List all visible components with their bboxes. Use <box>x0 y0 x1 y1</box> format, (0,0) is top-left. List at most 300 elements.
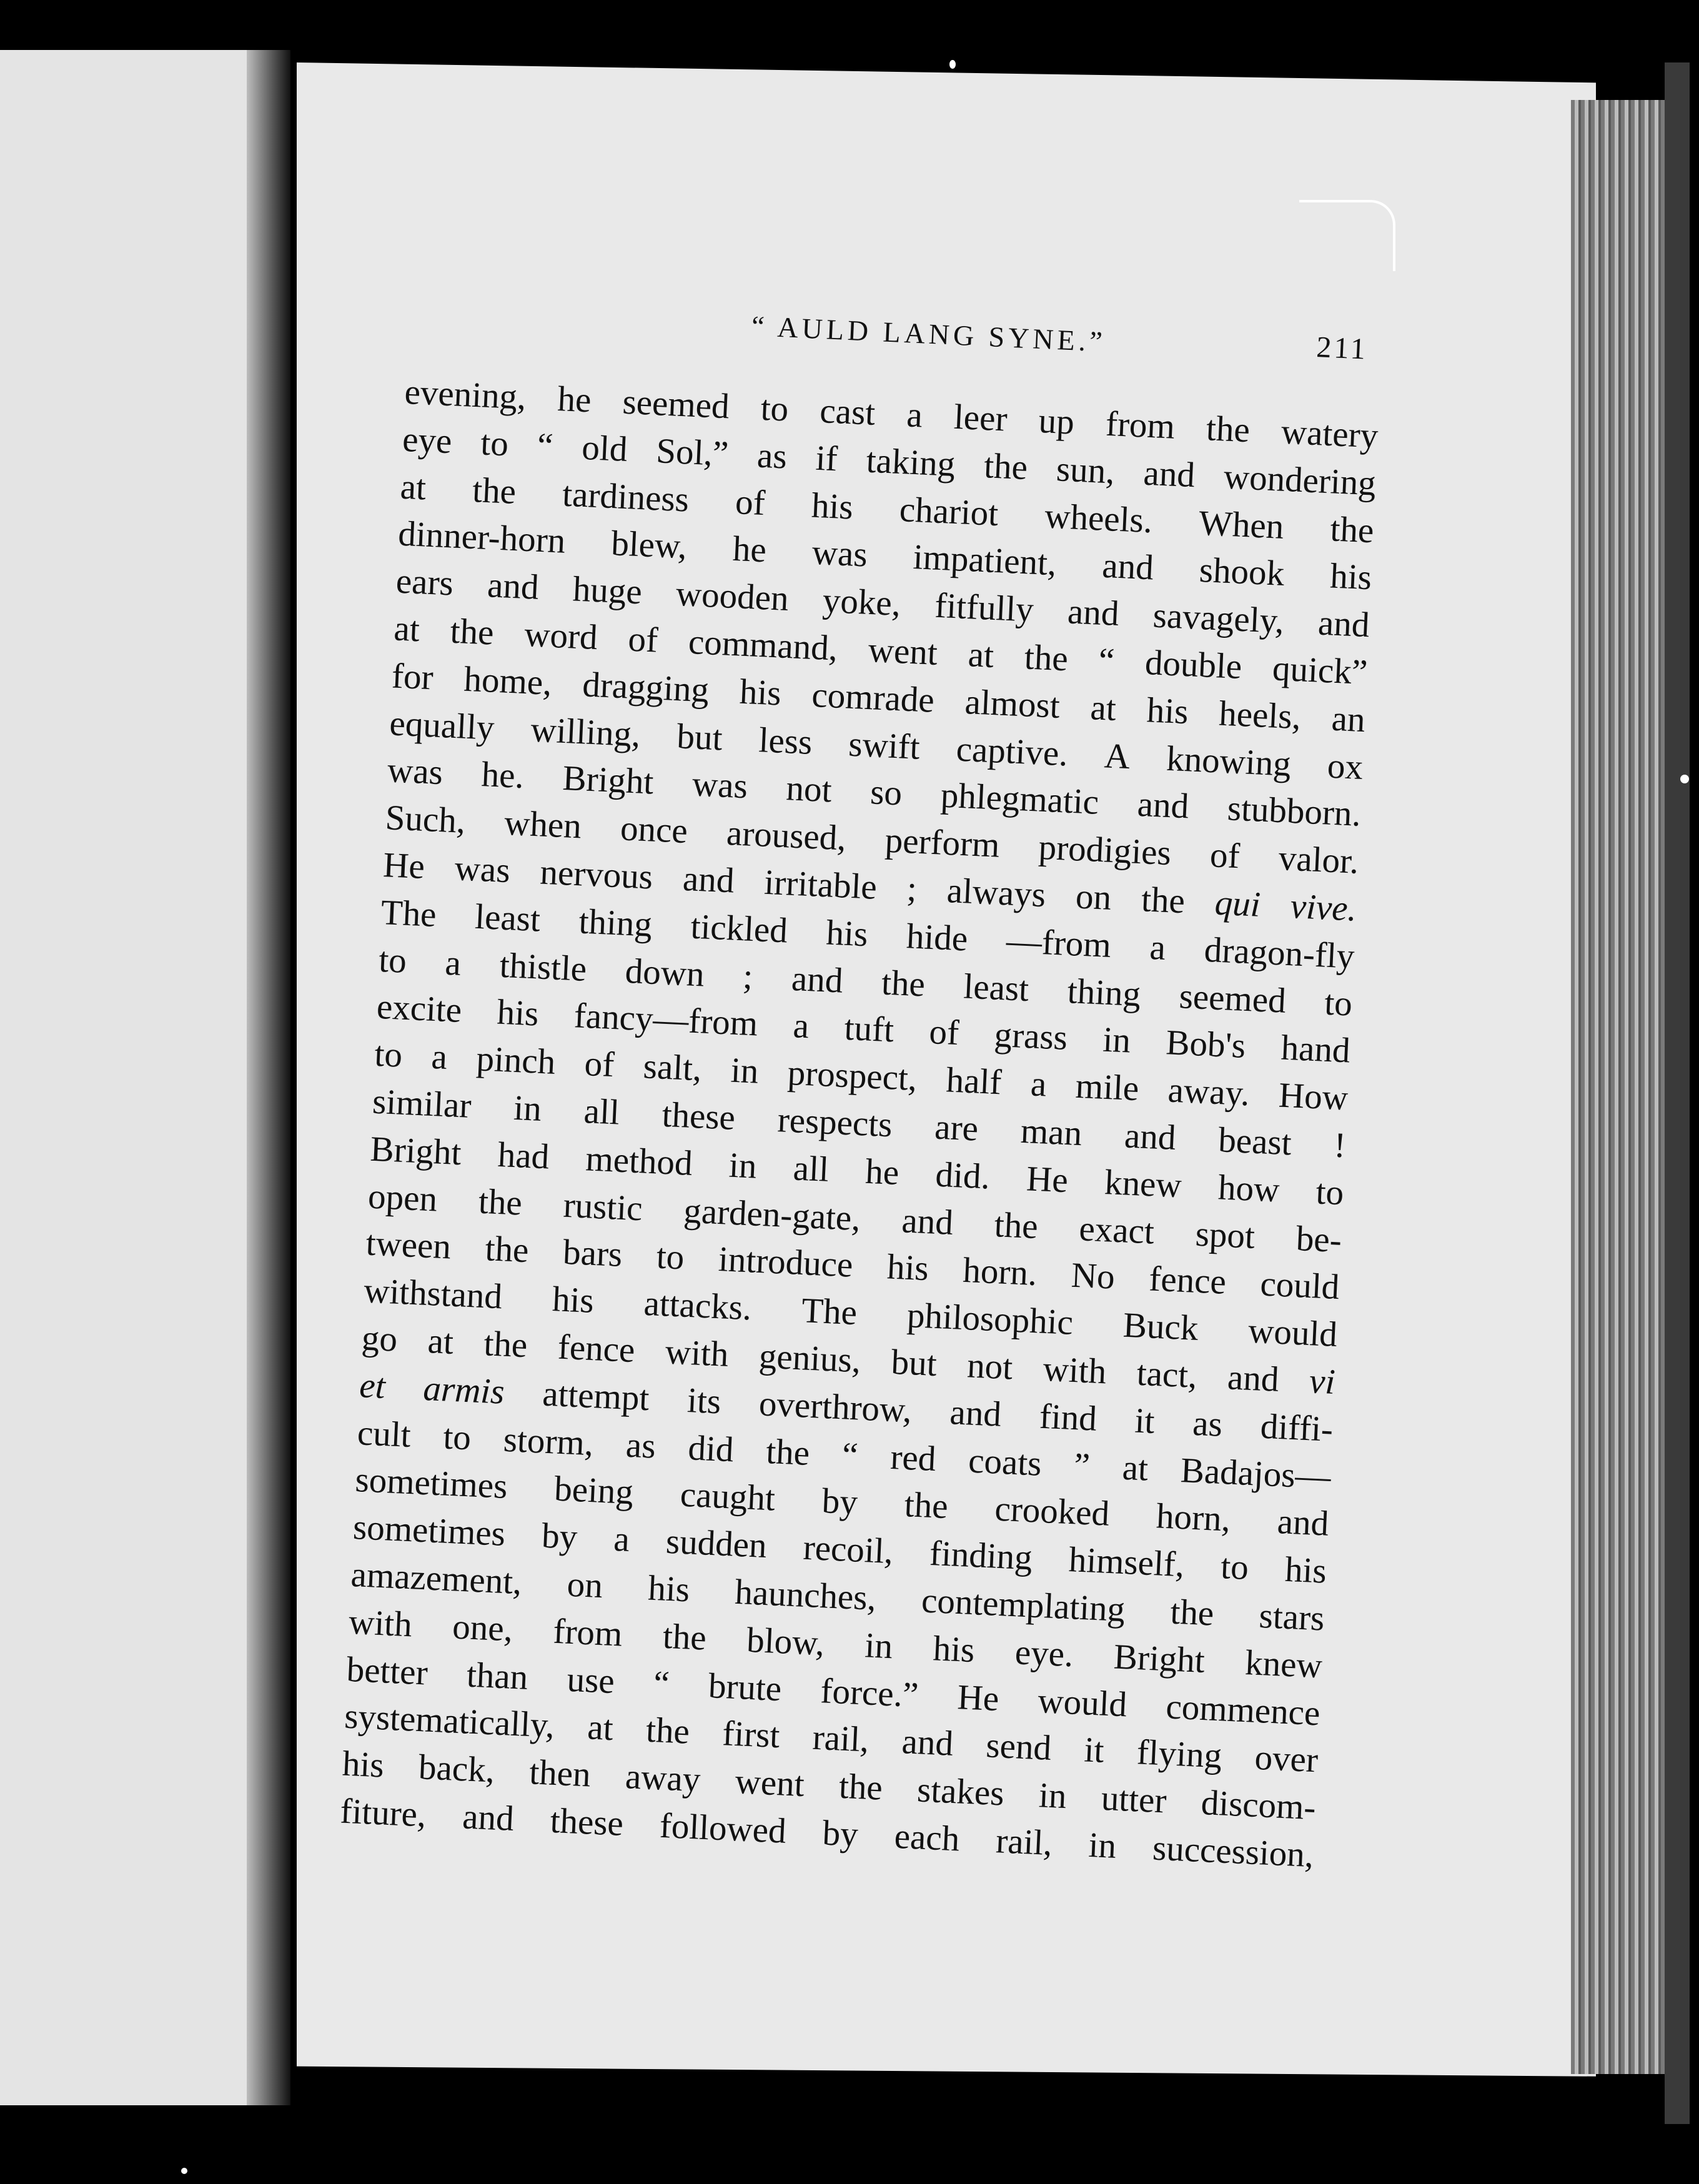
word: salt, <box>642 1046 703 1089</box>
word: caught <box>679 1475 776 1519</box>
word: at <box>1121 1447 1149 1489</box>
word: was <box>811 533 869 575</box>
word: brute <box>707 1665 783 1709</box>
word: home, <box>463 659 553 703</box>
word: he. <box>480 755 525 797</box>
word: Bright <box>369 1129 462 1173</box>
word: perform <box>884 820 1001 865</box>
word: his <box>551 1279 595 1321</box>
word: “ <box>1097 640 1116 681</box>
word: went <box>867 630 939 673</box>
word: find <box>1038 1396 1098 1439</box>
word: comrade <box>811 675 936 720</box>
word: mile <box>1074 1066 1140 1109</box>
word: sun, <box>1055 449 1116 492</box>
word: the <box>1140 880 1186 921</box>
word: rustic <box>562 1185 643 1228</box>
word: commence <box>1165 1686 1321 1733</box>
word: knew <box>1103 1162 1183 1206</box>
word: first <box>721 1714 781 1756</box>
word: a <box>792 1006 810 1046</box>
word: was <box>386 750 444 793</box>
word: by <box>821 1813 859 1855</box>
word: to <box>442 1416 472 1457</box>
word: taking <box>865 440 956 484</box>
word: blow, <box>746 1620 826 1664</box>
word: followed <box>658 1805 787 1851</box>
word: dinner-horn <box>397 514 567 562</box>
word: impatient, <box>912 537 1058 583</box>
word: sudden <box>665 1521 768 1566</box>
word: swift <box>848 724 921 767</box>
page-number: 211 <box>1315 330 1369 366</box>
word: the <box>484 1229 530 1271</box>
word: his <box>886 1247 930 1289</box>
word: fiture, <box>339 1791 427 1835</box>
body-text <box>339 369 1379 1879</box>
word: a <box>1029 1064 1048 1104</box>
word: fence <box>557 1327 636 1371</box>
word: and <box>1136 785 1190 826</box>
word: diffi- <box>1259 1406 1334 1449</box>
word: similar <box>371 1081 472 1126</box>
word: but <box>890 1342 938 1384</box>
word: it <box>1134 1401 1156 1441</box>
word: his <box>341 1744 385 1785</box>
word: He <box>956 1677 1000 1719</box>
word: in <box>1087 1825 1117 1866</box>
word: from <box>552 1611 623 1654</box>
word: at <box>587 1707 615 1749</box>
word: “ <box>841 1434 859 1476</box>
word: to <box>760 388 790 429</box>
word: to <box>480 423 510 464</box>
word: vi <box>1308 1361 1336 1402</box>
word: he <box>557 379 592 420</box>
word: sometimes <box>352 1507 507 1554</box>
word: prodigies <box>1038 827 1172 873</box>
word: then <box>528 1752 592 1795</box>
word: his <box>647 1568 691 1610</box>
word: wooden <box>675 574 790 619</box>
word: thing <box>578 901 653 945</box>
word: than <box>465 1655 529 1697</box>
word: with <box>348 1602 414 1645</box>
word: ox <box>1326 746 1364 787</box>
word: quick” <box>1271 648 1369 693</box>
word: would <box>1247 1311 1339 1355</box>
word: ! <box>1333 1125 1347 1166</box>
word: go <box>360 1318 399 1359</box>
word: discom- <box>1200 1783 1317 1828</box>
word: less <box>758 720 813 762</box>
left-page <box>0 50 284 2105</box>
word: grass <box>993 1015 1069 1058</box>
word: was <box>691 764 749 807</box>
word: pinch <box>475 1039 557 1083</box>
word: amazement, <box>350 1554 523 1602</box>
word: utter <box>1100 1778 1167 1821</box>
word: all <box>792 1148 830 1189</box>
word: cast <box>819 391 876 434</box>
word: command, <box>687 622 839 668</box>
word: could <box>1259 1264 1340 1308</box>
word: better <box>345 1649 429 1693</box>
word: in <box>728 1145 758 1186</box>
word: eye <box>401 419 453 462</box>
word: genius, <box>758 1336 862 1381</box>
word: are <box>934 1107 979 1149</box>
word: blew, <box>610 524 688 567</box>
word: and <box>1226 1358 1280 1399</box>
word: the <box>903 1485 949 1527</box>
word: be- <box>1295 1218 1343 1260</box>
word: a <box>906 395 924 435</box>
word: method <box>585 1139 693 1183</box>
word: away <box>624 1757 701 1800</box>
word: all <box>583 1091 621 1133</box>
word: how <box>1217 1168 1280 1210</box>
word: force.” <box>820 1670 919 1715</box>
word: with <box>664 1332 730 1374</box>
word: fence <box>1148 1259 1227 1303</box>
word: huge <box>572 569 643 612</box>
word: and <box>1066 592 1120 634</box>
word: withstand <box>363 1271 503 1317</box>
word: yoke, <box>821 580 902 624</box>
word: not <box>785 768 833 810</box>
book-gutter <box>247 50 290 2105</box>
word: red <box>889 1437 937 1479</box>
word: from <box>1104 404 1176 447</box>
word: ears <box>395 561 455 603</box>
word: the <box>472 470 517 512</box>
word: flying <box>1136 1732 1223 1776</box>
word: being <box>553 1469 635 1512</box>
word: the <box>765 1431 811 1473</box>
word: fancy—from <box>573 996 759 1044</box>
word: watery <box>1280 412 1379 456</box>
word: crooked <box>994 1489 1111 1534</box>
word: with <box>1042 1349 1107 1392</box>
word: and <box>681 858 735 901</box>
word: spot <box>1194 1214 1256 1256</box>
word: overthrow, <box>758 1384 913 1431</box>
word: went <box>734 1762 806 1805</box>
word: of <box>583 1044 615 1085</box>
word: stars <box>1258 1596 1325 1639</box>
word: his <box>1284 1549 1328 1591</box>
word: respects <box>776 1100 893 1145</box>
word: nervous <box>539 852 654 897</box>
word: dragging <box>582 665 710 710</box>
word: evening, <box>404 372 527 417</box>
word: double <box>1144 643 1243 687</box>
word: send <box>985 1725 1053 1769</box>
word: tween <box>365 1223 452 1267</box>
word: up <box>1038 400 1076 442</box>
word: eye. <box>1014 1632 1074 1675</box>
word: the <box>1205 409 1251 450</box>
word: did. <box>934 1154 991 1197</box>
word: as <box>625 1425 657 1466</box>
word: half <box>945 1060 1003 1103</box>
page-edges <box>1571 100 1671 2074</box>
word: almost <box>964 682 1061 726</box>
word: ” <box>1073 1445 1091 1486</box>
word: He <box>382 845 426 887</box>
word: A <box>1103 735 1131 777</box>
word: each <box>893 1816 961 1859</box>
word: horn, <box>1155 1496 1232 1539</box>
word: prospect, <box>786 1053 918 1099</box>
word: finding <box>928 1534 1034 1578</box>
word: shook <box>1198 550 1285 594</box>
word: to <box>1220 1547 1250 1588</box>
word: in <box>864 1626 894 1667</box>
word: if <box>815 438 839 479</box>
word: tickled <box>690 906 789 951</box>
word: a <box>444 943 462 983</box>
word: equally <box>389 703 495 748</box>
word: beast <box>1217 1120 1292 1163</box>
word: the <box>661 1616 708 1658</box>
word: the <box>1169 1592 1215 1634</box>
word: Buck <box>1122 1305 1199 1349</box>
word: at <box>427 1321 455 1362</box>
word: valor. <box>1277 838 1360 882</box>
word: back, <box>417 1747 496 1790</box>
word: a <box>613 1519 631 1560</box>
word: and <box>1142 453 1196 495</box>
word: not <box>966 1346 1014 1387</box>
word: the <box>483 1324 528 1366</box>
word: his <box>1329 556 1373 598</box>
word: attacks. <box>643 1283 753 1328</box>
word: least <box>963 966 1030 1009</box>
word: on <box>1074 876 1112 918</box>
word: at <box>399 467 427 508</box>
word: Bright <box>1112 1637 1206 1680</box>
word: exact <box>1078 1208 1156 1252</box>
word: Sol,” <box>655 431 730 474</box>
word: to <box>378 940 408 981</box>
word: storm, <box>502 1419 595 1463</box>
running-title: “ AULD LANG SYNE.” <box>751 309 1107 358</box>
word: these <box>549 1800 625 1844</box>
word: would <box>1037 1680 1128 1724</box>
word: cult <box>356 1412 412 1455</box>
book-cover-edge <box>1665 62 1690 2124</box>
word: knew <box>1244 1642 1324 1686</box>
word: as <box>1192 1403 1224 1444</box>
word: rail, <box>811 1718 870 1760</box>
word: wondering <box>1222 457 1377 504</box>
word: When <box>1197 503 1285 547</box>
word: his <box>810 485 854 527</box>
word: vive. <box>1289 886 1358 929</box>
word: thistle <box>498 945 588 989</box>
word: on <box>566 1564 604 1606</box>
word: “ <box>536 425 554 466</box>
word: philosophic <box>906 1296 1074 1343</box>
word: phlegmatic <box>939 775 1100 823</box>
word: and <box>1101 546 1155 588</box>
word: The <box>800 1291 858 1333</box>
right-page-text <box>339 294 1382 1879</box>
word: succession, <box>1151 1828 1315 1875</box>
word: “ <box>652 1663 671 1704</box>
word: its <box>686 1380 722 1422</box>
word: at <box>967 635 995 676</box>
word: and <box>790 958 844 1001</box>
word: heels, <box>1218 693 1302 737</box>
scan-artifact <box>181 2168 187 2174</box>
word: to <box>1324 983 1354 1024</box>
word: sometimes <box>354 1460 508 1507</box>
word: contemplating <box>920 1581 1126 1630</box>
word: as <box>756 435 788 477</box>
word: Badajos— <box>1179 1450 1332 1497</box>
word: haunches, <box>734 1572 878 1618</box>
word: dragon-fly <box>1203 930 1355 976</box>
word: rail, <box>995 1821 1054 1864</box>
word: an <box>1330 698 1367 740</box>
word: himself, <box>1067 1540 1186 1585</box>
word: the <box>1329 509 1375 551</box>
word: in <box>730 1050 760 1091</box>
word: knowing <box>1166 738 1292 784</box>
word: use <box>566 1659 616 1701</box>
word: so <box>869 772 903 813</box>
word: garden-gate, <box>683 1191 861 1238</box>
word: et <box>359 1365 387 1406</box>
word: leer <box>953 397 1008 439</box>
word: and <box>486 565 540 608</box>
word: a <box>430 1037 448 1078</box>
word: his <box>738 672 782 713</box>
word: to <box>1315 1172 1345 1213</box>
word: Such, <box>384 798 467 841</box>
word: least <box>474 896 542 940</box>
word: his <box>1146 690 1189 732</box>
scan-artifact <box>949 60 956 69</box>
word: willing, <box>530 710 641 755</box>
word: the <box>1023 637 1069 679</box>
word: in <box>1038 1775 1067 1817</box>
word: to <box>655 1236 685 1278</box>
word: he <box>731 529 768 570</box>
word: open <box>367 1176 438 1219</box>
word: was <box>453 848 512 891</box>
word: bars <box>562 1233 623 1275</box>
word: the <box>993 1204 1039 1246</box>
word: wheels. <box>1044 496 1154 540</box>
word: tact, <box>1136 1353 1198 1396</box>
word: armis <box>422 1368 505 1412</box>
word: a <box>1149 927 1167 968</box>
word: one, <box>452 1607 514 1649</box>
word: had <box>497 1134 550 1177</box>
word: attempt <box>542 1374 650 1418</box>
word: in <box>1102 1020 1132 1061</box>
word: No <box>1070 1256 1116 1298</box>
word: stakes <box>916 1770 1005 1814</box>
word: at <box>393 608 421 650</box>
word: tuft <box>843 1008 895 1050</box>
scan-artifact <box>1680 775 1689 783</box>
word: qui <box>1214 883 1262 925</box>
word: seemed <box>1178 976 1287 1021</box>
word: He <box>1025 1159 1069 1201</box>
word: the <box>880 963 926 1005</box>
word: once <box>619 808 689 851</box>
word: Bright <box>562 758 655 802</box>
word: over <box>1254 1738 1319 1780</box>
word: and <box>901 1722 954 1764</box>
word: the <box>645 1710 691 1752</box>
word: aroused, <box>725 813 847 858</box>
word: away. <box>1167 1070 1251 1114</box>
word: old <box>581 427 628 469</box>
word: and <box>462 1797 515 1839</box>
word: the <box>838 1766 884 1808</box>
word: How <box>1277 1075 1349 1118</box>
word: The <box>380 892 437 935</box>
word: did <box>687 1427 735 1469</box>
word: at <box>1089 687 1117 728</box>
word: word <box>523 614 599 658</box>
word: stubborn. <box>1226 788 1362 835</box>
word: recoil, <box>802 1527 894 1572</box>
word: it <box>1083 1730 1105 1771</box>
word: to <box>374 1034 404 1075</box>
word: and <box>1317 603 1370 645</box>
word: by <box>540 1516 578 1557</box>
word: and <box>1276 1502 1330 1544</box>
word: hide <box>905 916 969 959</box>
word: down <box>624 951 706 995</box>
word: his <box>932 1629 976 1670</box>
scan-artifact <box>1299 200 1395 271</box>
word: in <box>513 1088 543 1129</box>
word: seemed <box>622 382 731 427</box>
word: and <box>901 1200 954 1243</box>
word: Bob's <box>1165 1023 1247 1066</box>
word: excite <box>375 987 463 1031</box>
word: always <box>946 871 1047 915</box>
word: thing <box>1066 971 1142 1014</box>
word: these <box>661 1094 736 1138</box>
word: tardiness <box>562 474 690 520</box>
word: chariot <box>898 489 999 534</box>
word: horn. <box>962 1251 1038 1294</box>
word: the <box>449 611 495 653</box>
word: ; <box>742 956 754 996</box>
word: irritable <box>763 862 878 907</box>
word: when <box>503 803 583 846</box>
word: his <box>825 913 869 955</box>
word: his <box>496 992 540 1034</box>
word: of <box>734 482 766 523</box>
word: —from <box>1005 921 1112 965</box>
word: captive. <box>955 729 1069 774</box>
word: of <box>1209 835 1241 876</box>
word: for <box>390 656 435 698</box>
word: by <box>821 1481 859 1522</box>
word: coats <box>968 1441 1043 1484</box>
word: fitfully <box>934 585 1035 630</box>
